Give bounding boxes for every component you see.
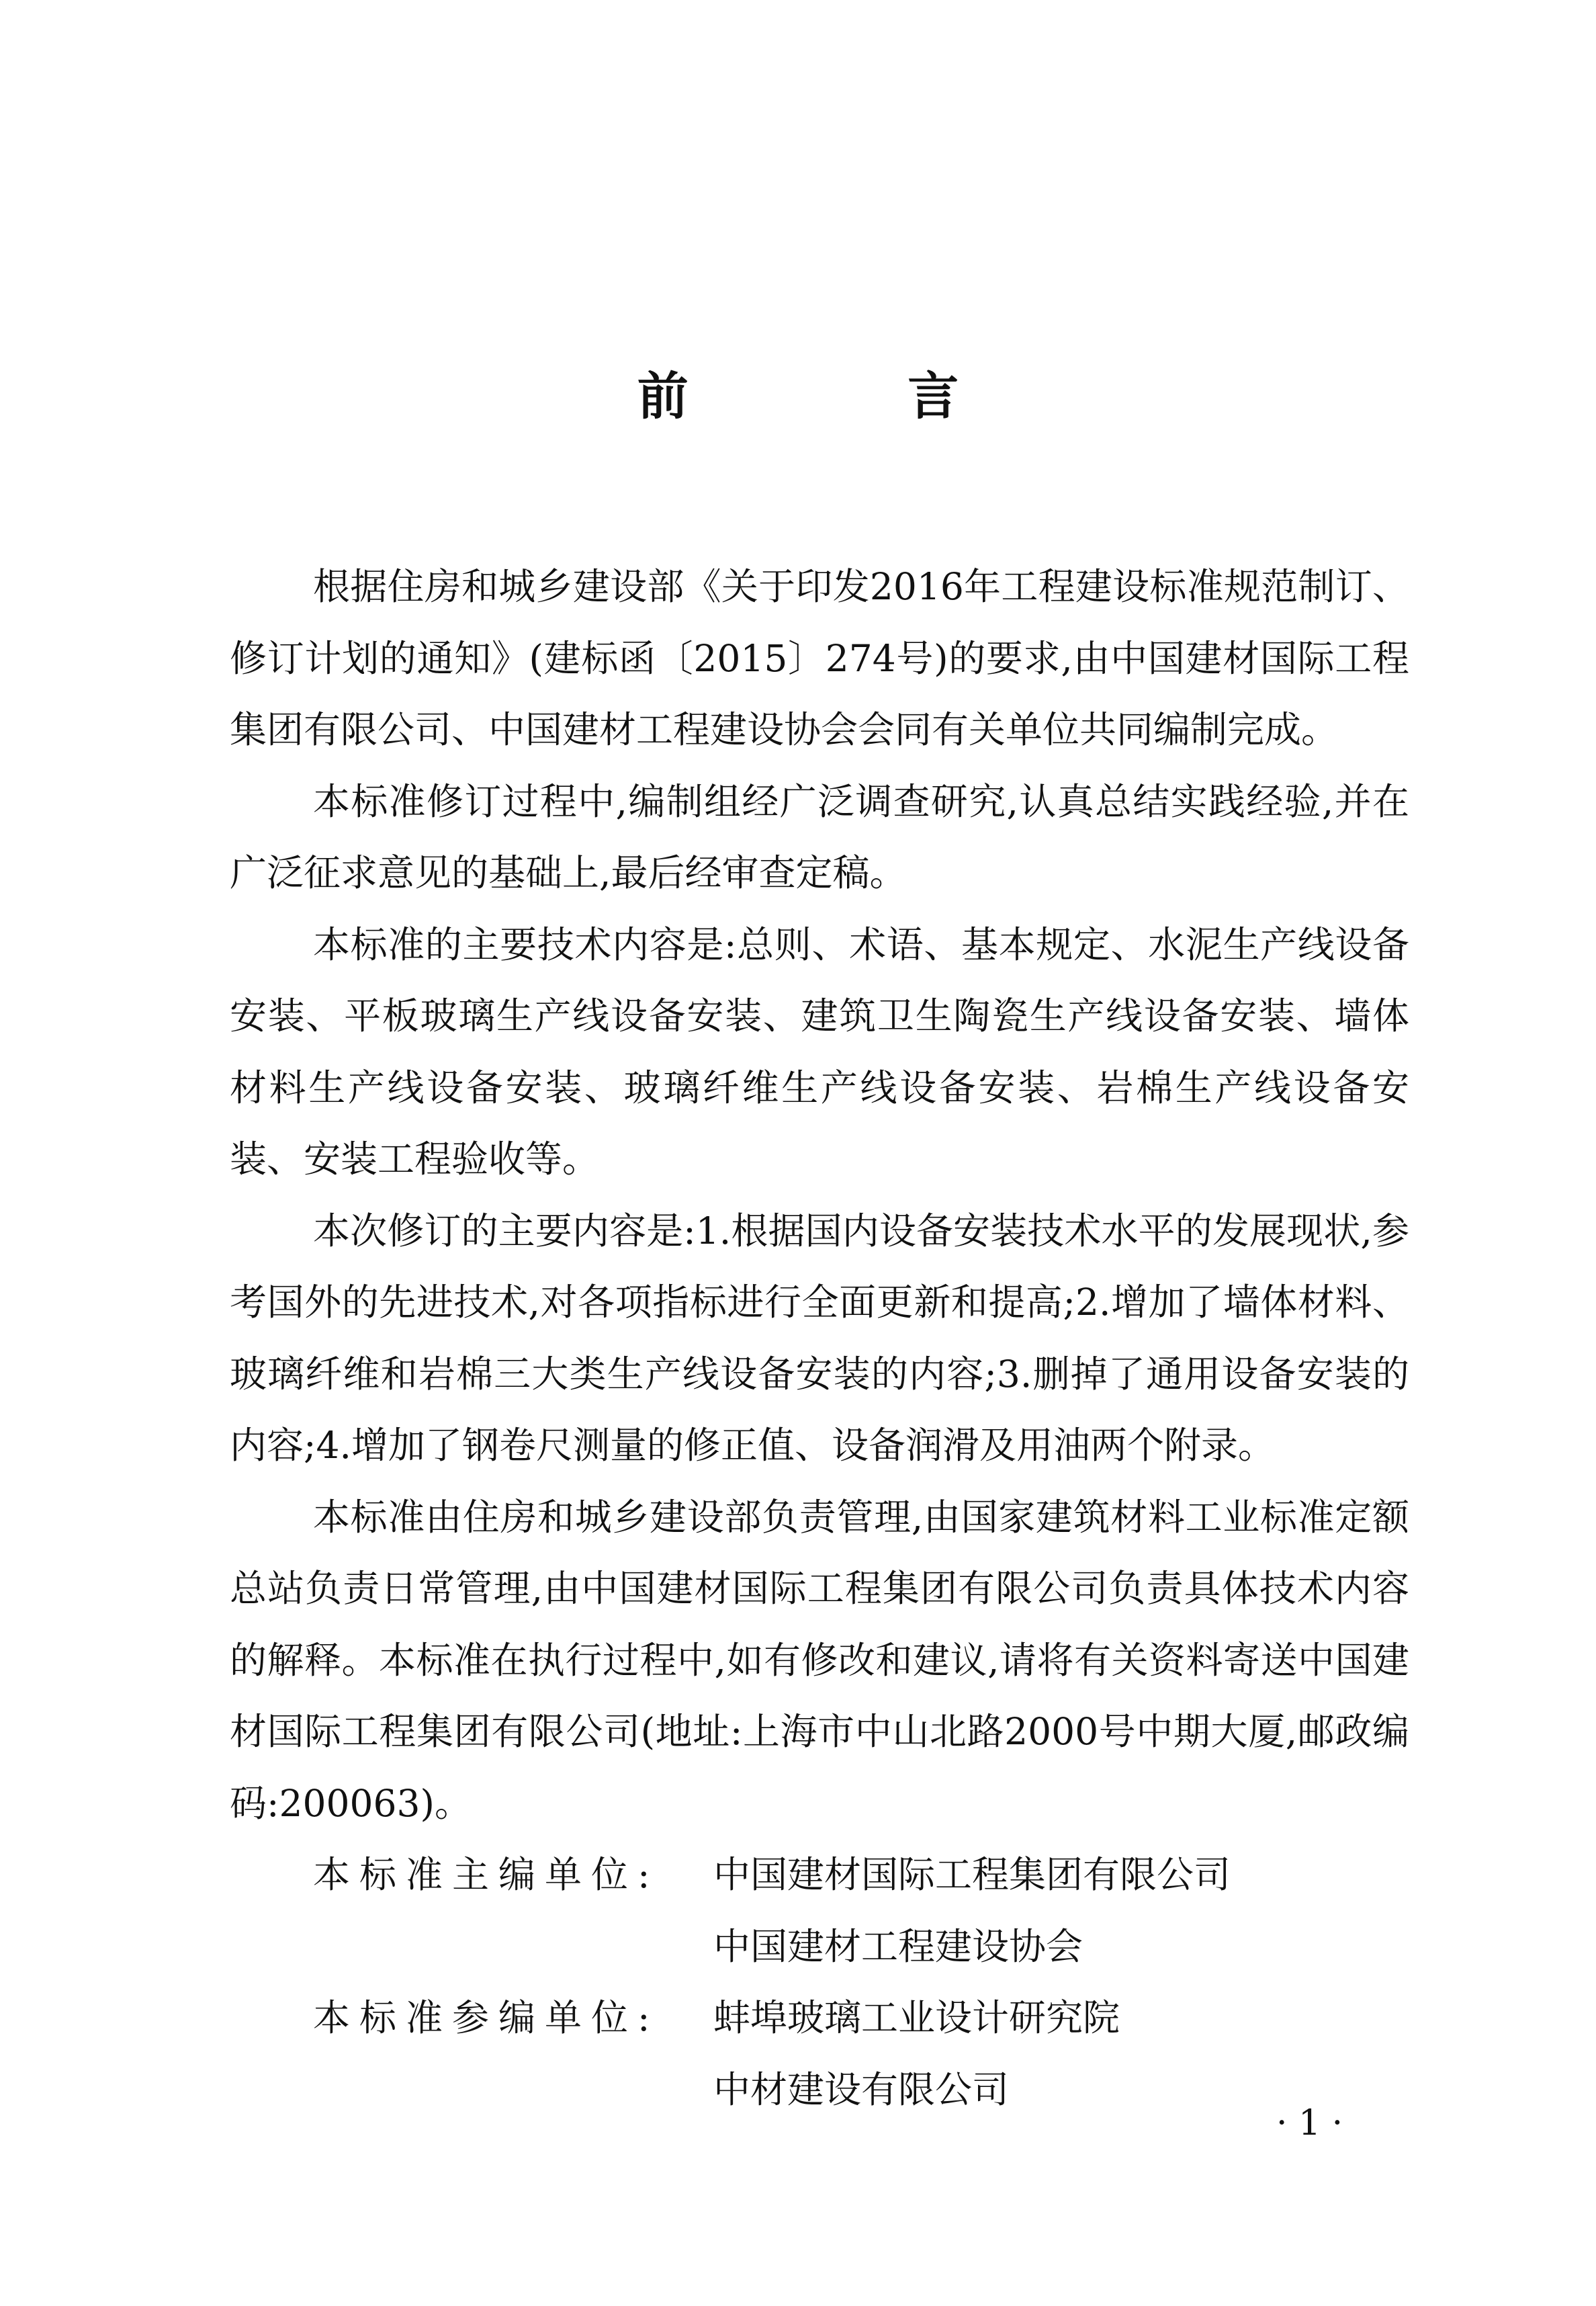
chief-units-row: [230, 1839, 1409, 1982]
participating-unit-name: 蚌埠玻璃工业设计研究院: [713, 1996, 1120, 2039]
paragraph-process: 本标准修订过程中,编制组经广泛调查研究,认真总结实践经验,并在广泛征求意见的基础上,最后经审查定稿。: [230, 779, 1409, 894]
chief-unit-name: 中国建材国际工程集团有限公司: [713, 1853, 1231, 1896]
page-number: · 1 ·: [1276, 2103, 1343, 2143]
unit-list: [230, 1839, 1409, 2125]
preface-body: [230, 551, 1409, 2125]
participating-units-label: 本标准参编单位:: [313, 1996, 660, 2039]
participating-units-row: [230, 1982, 1409, 2125]
paragraph-main-content: 本标准的主要技术内容是:总则、术语、基本规定、水泥生产线设备安装、平板玻璃生产线设备安装、建筑卫生陶瓷生产线设备安装、墙体材料生产线设备安装、玻璃纤维生产线设备安装、岩棉生产线设备安装、安装工程验收等。: [230, 923, 1409, 1181]
participating-unit-name: 中材建设有限公司: [713, 2067, 1010, 2111]
page-title: 前 言: [637, 366, 1060, 426]
paragraph-management: 本标准由住房和城乡建设部负责管理,由国家建筑材料工业标准定额总站负责日常管理,由中国建材国际工程集团有限公司负责具体技术内容的解释。本标准在执行过程中,如有修改和建议,请将有关资料寄送中国建材国际工程集团有限公司(地址:上海市中山北路2000号中期大厦,邮政编码:200063)。: [230, 1495, 1409, 1825]
chief-unit-name: 中国建材工程建设协会: [713, 1924, 1083, 1968]
chief-units-label: 本标准主编单位:: [313, 1853, 660, 1896]
chief-units-names: [713, 1839, 1409, 1982]
paragraph-basis: 根据住房和城乡建设部《关于印发2016年工程建设标准规范制订、修订计划的通知》(建标函〔2015〕274号)的要求,由中国建材国际工程集团有限公司、中国建材工程建设协会会同有关单位共同编制完成。: [230, 565, 1409, 751]
paragraph-revision: 本次修订的主要内容是:1.根据国内设备安装技术水平的发展现状,参考国外的先进技术,对各项指标进行全面更新和提高;2.增加了墙体材料、玻璃纤维和岩棉三大类生产线设备安装的内容;3.删掉了通用设备安装的内容;4.增加了钢卷尺测量的修正值、设备润滑及用油两个附录。: [230, 1209, 1409, 1467]
